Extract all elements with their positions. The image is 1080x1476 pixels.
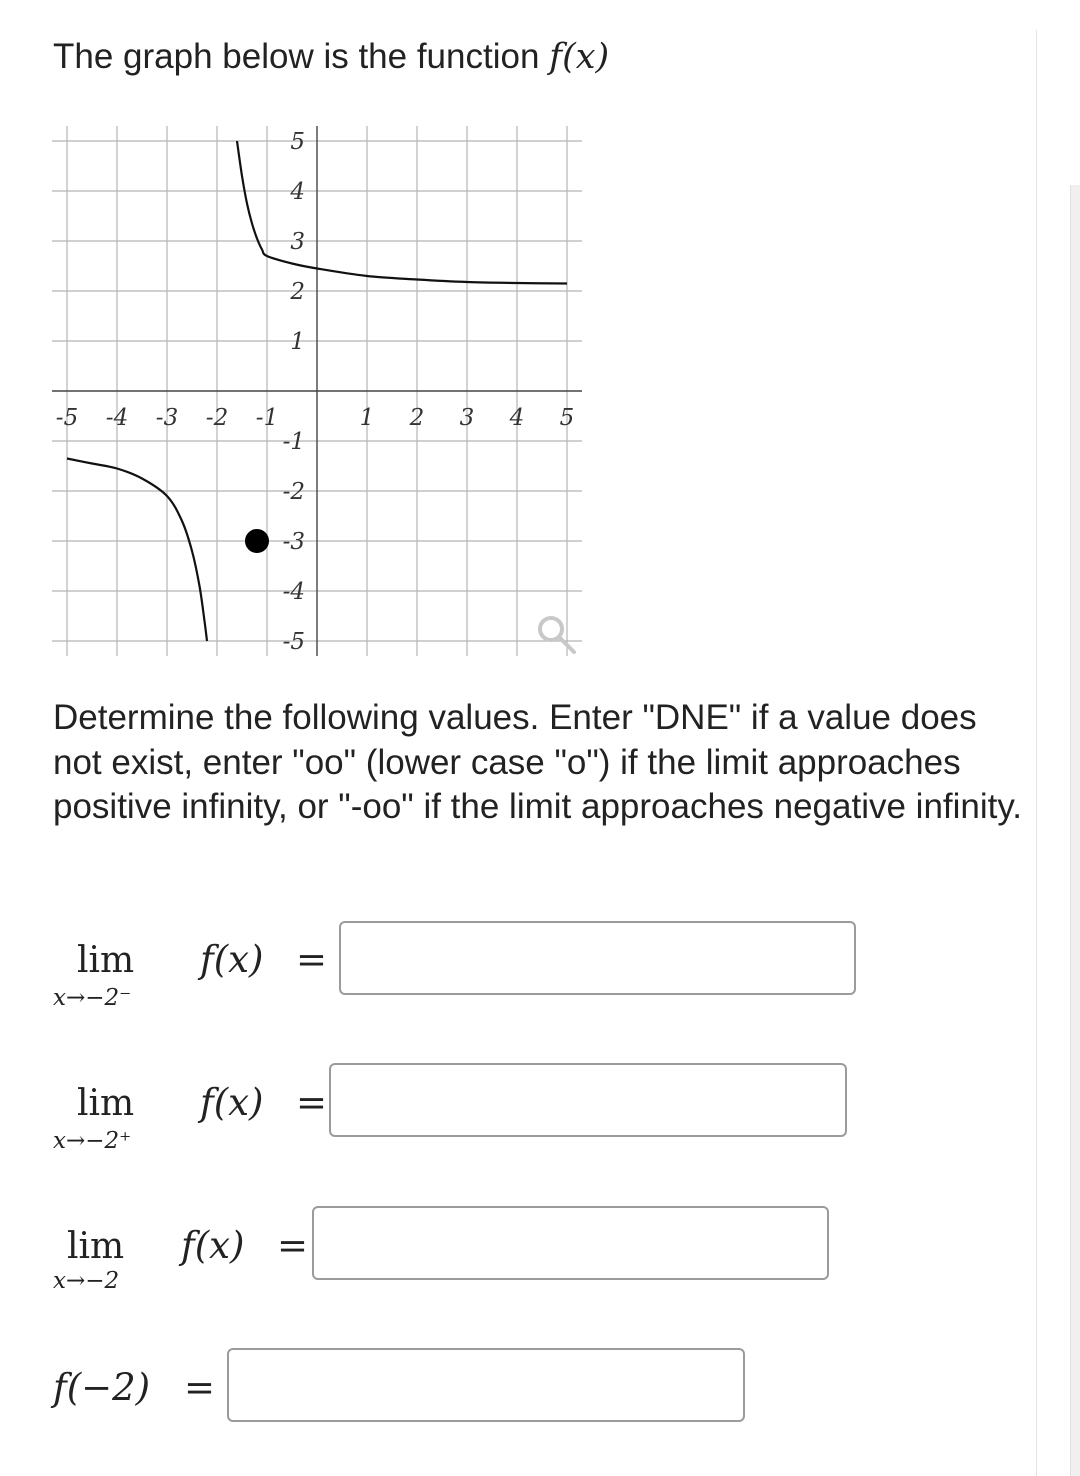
scrollbar[interactable] <box>1070 185 1080 1476</box>
y-tick-label: 1 <box>290 329 305 355</box>
x-tick-label: -5 <box>55 405 79 431</box>
x-tick-label: -1 <box>255 405 279 431</box>
y-tick-label: -4 <box>282 579 305 605</box>
filled-point <box>246 530 268 552</box>
axes <box>52 126 582 656</box>
answer-input-limit-two-sided[interactable] <box>312 1206 829 1280</box>
question-heading <box>53 34 609 80</box>
x-tick-label: 5 <box>559 405 575 431</box>
limit-subscript: x→−2⁻ <box>53 985 132 1011</box>
answer-input-limit-left[interactable] <box>339 921 856 995</box>
y-tick-label: 4 <box>290 179 305 205</box>
function-expression: f(x) <box>200 938 264 981</box>
answer-input-limit-right[interactable] <box>329 1063 847 1137</box>
function-expression: f(x) <box>200 1081 264 1124</box>
equals-sign: = <box>296 938 328 981</box>
y-tick-label: -5 <box>282 629 305 655</box>
x-tick-label: -4 <box>105 405 129 431</box>
x-tick-label: 4 <box>509 405 525 431</box>
heading-function: f(x) <box>549 37 610 77</box>
function-expression: f(x) <box>181 1224 245 1267</box>
tick-labels <box>56 129 575 655</box>
y-tick-label: 3 <box>290 229 305 255</box>
y-tick-label: -3 <box>282 529 305 555</box>
page-divider <box>1036 30 1037 1476</box>
y-tick-label: 5 <box>290 129 305 155</box>
y-tick-label: -2 <box>282 479 305 505</box>
x-tick-label: -2 <box>205 405 229 431</box>
y-tick-label: 2 <box>290 279 305 305</box>
lim-operator: lim <box>67 1226 125 1267</box>
heading-text: The graph below is the function <box>53 37 540 76</box>
x-tick-label: 3 <box>459 405 475 431</box>
lim-operator: lim <box>77 940 135 981</box>
lim-operator: lim <box>77 1083 135 1124</box>
x-tick-label: 1 <box>359 405 375 431</box>
equals-sign: = <box>296 1081 328 1124</box>
y-tick-label: -1 <box>282 429 305 455</box>
equals-sign: = <box>184 1366 216 1409</box>
answer-input-function-value[interactable] <box>227 1348 745 1422</box>
function-graph <box>52 126 582 656</box>
instructions: Determine the following values. Enter "DNE" if a value does not exist, enter "oo" (lower case "o") if the limit approaches positive infinity, or "-oo" if the limit approaches negative infinity. <box>53 698 1023 826</box>
magnifier-icon[interactable] <box>534 612 580 658</box>
function-expression: f(−2) <box>53 1366 151 1409</box>
limit-subscript: x→−2⁺ <box>53 1128 132 1154</box>
limit-subscript: x→−2 <box>53 1268 120 1294</box>
x-tick-label: 2 <box>409 405 425 431</box>
curve-branch-2 <box>67 459 207 642</box>
x-tick-label: -3 <box>155 405 179 431</box>
equals-sign: = <box>277 1224 309 1267</box>
